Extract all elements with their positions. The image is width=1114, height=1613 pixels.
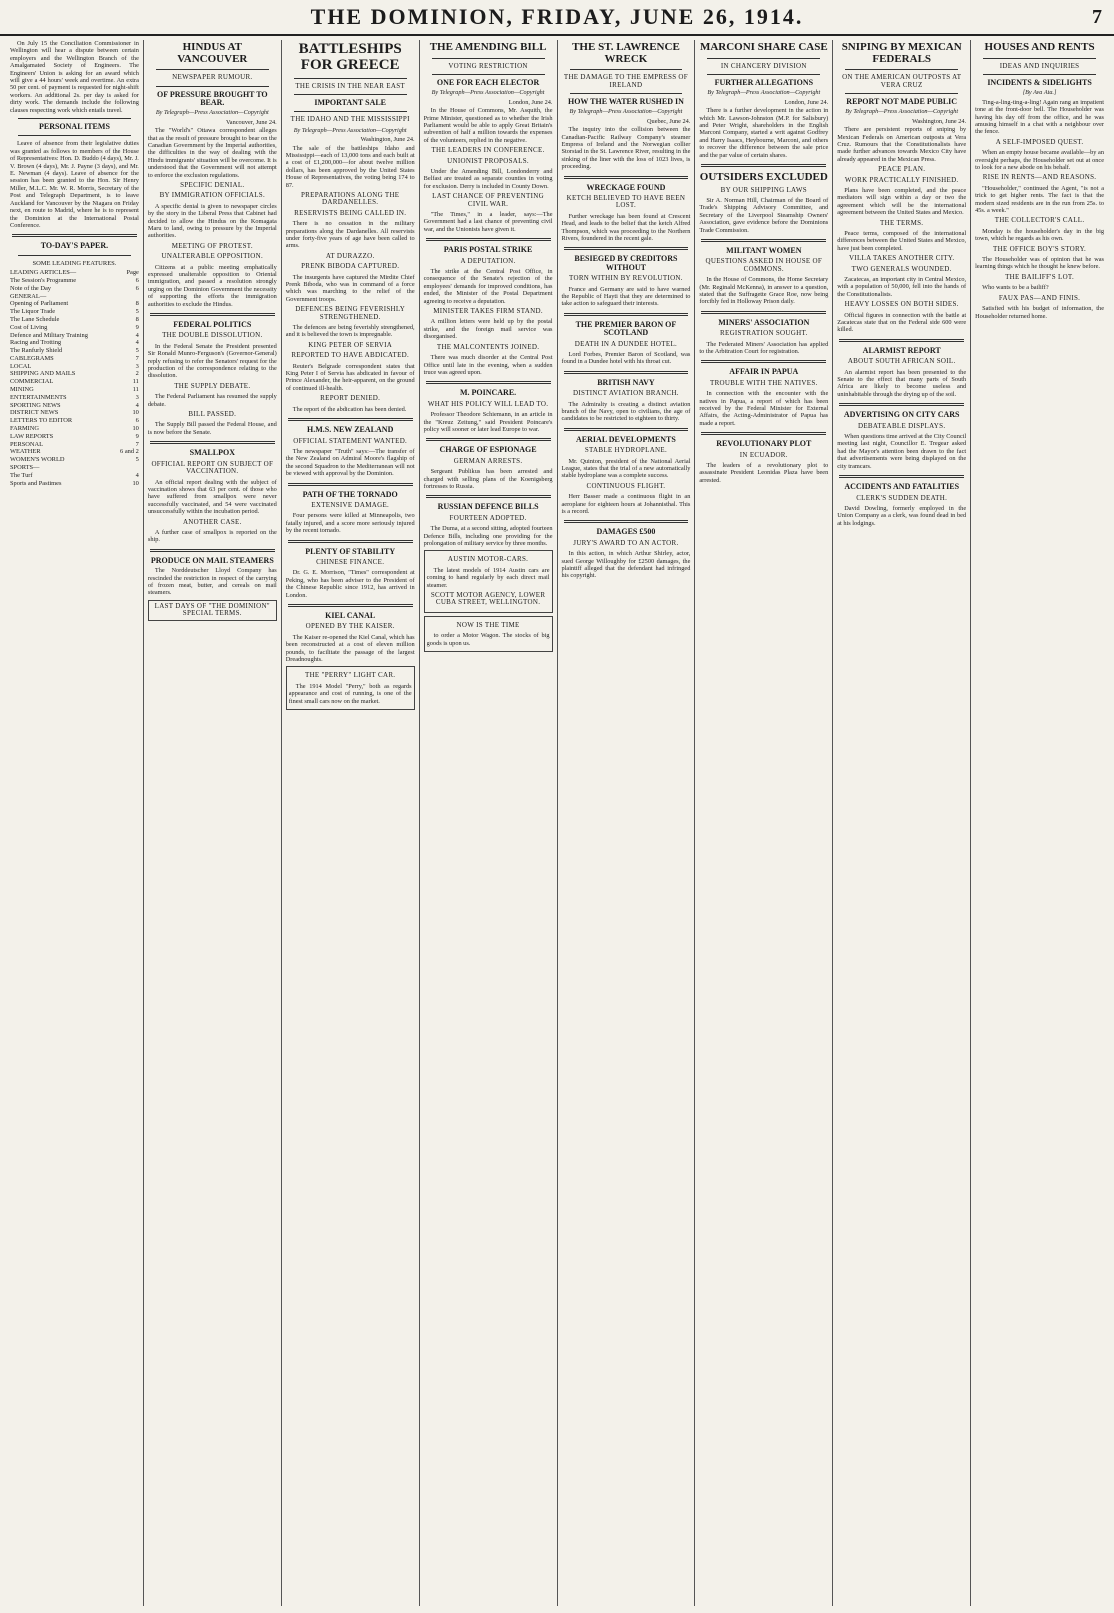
advert-signature: SCOTT MOTOR AGENCY, LOWER CUBA STREET, WELLINGTON. [430, 591, 546, 607]
list-item: SPORTS— [10, 464, 40, 472]
article-text: The report of the abdication has been denied. [292, 405, 407, 413]
headline-federal-politics: FEDERAL POLITICS [173, 320, 252, 330]
subheading: IDEAS AND INQUIRIES [999, 61, 1080, 70]
subheading: THE IDAHO AND THE MISSISSIPPI [290, 115, 410, 124]
double-divider [701, 432, 826, 435]
byline: By Telegraph—Press Association—Copyright [707, 89, 821, 97]
double-divider [150, 313, 275, 316]
article-text: Further wreckage has been found at Crescent Head, and leads to the belief that the ketch Alfred Thompson, which was proceeding to the Northern Rivers, foundered in the recent gale. [561, 212, 691, 242]
article-text: Mr. Quinton, president of the National Aerial League, states that the trial of a new automatically stable hydroplane was a complete success. [561, 457, 691, 480]
article-text: The "World's" Ottawa correspondent alleges that as the result of pressure brought to bear on the Canadian Government by the Imperial authorities, the difficulties in the way of dealing with the Hindu immigrants' situation will be overcome. It is understood that the Government will not attempt to enforce the exclusion regulations. [147, 127, 277, 179]
dateline: London, June 24. [508, 98, 553, 106]
subheading: CLERK'S SUDDEN DEATH. [856, 493, 948, 502]
double-divider [426, 381, 551, 384]
section-heading: A SELF-IMPOSED QUEST. [995, 137, 1084, 146]
headline-hms-new-zealand: H.M.S. NEW ZEALAND [307, 425, 394, 435]
article-text: Satisfied with his budget of information, the Householder returned home. [975, 305, 1104, 320]
article-text: An official report dealing with the subject of vaccination shows that 63 per cent. of those who have suffered from smallpox were never successfully vaccinated, and 54 were vaccinated unsuccessfully within the incubation period. [147, 478, 277, 516]
features-subheading: SOME LEADING FEATURES. [32, 259, 117, 267]
article-text: Citizens at a public meeting emphatically expressed unalterable opposition to Oriental immigration, and passed a resolution strongly urging on the Dominion Government the necessity of supporting the efforts the immigration authorities to exclude the Hindus. [147, 263, 277, 308]
double-divider [150, 549, 275, 552]
subheading: ON THE AMERICAN OUTPOSTS AT VERA CRUZ [842, 73, 962, 89]
column-5 [558, 40, 696, 1606]
subheading: AUSTIN MOTOR-CARS. [447, 555, 529, 564]
subheading: PRENK BIBODA CAPTURED. [301, 262, 400, 271]
article-text: The insurgents have captured the Mirdite Chief Prenk Biboda, who was in command of a force which was marching to the relief of the Government troops. [285, 273, 415, 303]
divider [707, 74, 820, 75]
dateline: Washington, June 24. [912, 117, 967, 125]
subheading: GERMAN ARRESTS. [453, 456, 523, 465]
double-divider [288, 418, 413, 421]
divider [845, 93, 958, 94]
features-list [10, 269, 139, 487]
headline-british-navy: BRITISH NAVY [597, 377, 655, 387]
divider [983, 74, 1096, 75]
double-divider [564, 520, 689, 523]
list-item: Note of the Day 6 [10, 284, 139, 292]
article-text: The Kaiser re-opened the Kiel Canal, which has been reconstructed at a cost of eleven million pounds, to facilitate the passage of the largest Dreadnoughts. [285, 633, 415, 663]
headline-mail-steamers: PRODUCE ON MAIL STEAMERS [150, 555, 274, 565]
section-heading: THE LEADERS IN CONFERENCE. [431, 146, 545, 155]
article-text: The Duma, at a second sitting, adopted fourteen Defence Bills, including one providing for the prolongation of military service by three months. [423, 525, 553, 547]
section-heading: RISE IN RENTS—AND REASONS. [982, 173, 1097, 182]
dateline: Washington, June 24. [360, 136, 415, 144]
subheading: IN ECUADOR. [739, 450, 788, 459]
headline-revolutionary-plot: REVOLUTIONARY PLOT [716, 439, 812, 449]
headline-miners-association: MINERS' ASSOCIATION [718, 317, 810, 327]
subheading: RESERVISTS BEING CALLED IN. [294, 208, 407, 217]
article-text: Under the Amending Bill, Londonderry and Belfast are treated as separate counties in voting for exclusion. Derry is included in County Down. [423, 168, 553, 190]
article-text: Monday is the householder's day in the big town, which he regards as his own. [975, 227, 1104, 243]
section-heading: FAUX PAS—AND FINIS. [998, 293, 1081, 302]
subheading: UNIONIST PROPOSALS. [447, 156, 529, 165]
headline-battleships-greece: BATTLESHIPS FOR GREECE [298, 41, 402, 73]
column-1 [6, 40, 144, 1606]
headline-tornado: PATH OF THE TORNADO [302, 489, 398, 499]
article-text: The inquiry into the collision between the Canadian-Pacific Railway Company's steamer Empress of Ireland and the Norwegian collier Storstad in the St. Lawrence River, resulting in the sinking of the liner with the loss of 1023 lives, is proceeding. [561, 126, 691, 171]
double-divider [839, 403, 964, 406]
subheading: THE SUPPLY DEBATE. [174, 381, 251, 390]
column-6 [695, 40, 833, 1606]
section-heading: THE BAILIFF'S LOT. [1005, 272, 1075, 281]
subheading: PEACE PLAN. [878, 165, 926, 174]
list-item: LEADING ARTICLES— Page [10, 269, 139, 277]
list-item: Opening of Parliament 8 [10, 300, 139, 308]
advert-text: The 1914 Model "Perry," both as regards appearance and cost of running, is one of the finest small cars now on the market. [288, 682, 412, 705]
byline: By Telegraph—Press Association—Copyright [569, 108, 683, 116]
dateline: Vancouver, June 24. [225, 118, 277, 126]
masthead [0, 0, 1114, 36]
divider [432, 58, 545, 59]
list-item: The Session's Programme 6 [10, 276, 139, 284]
double-divider [12, 234, 137, 237]
article-text: The sale of the battleships Idaho and Mississippi—each of 13,000 tons and each built at a cost of £1,200,000—for about twelve million dollars, has been approved by the United States House of Representatives, the voting being 174 to 87. [285, 144, 415, 189]
list-item: Sports and Pastimes 10 [10, 479, 139, 487]
headline-aerial-developments: AERIAL DEVELOPMENTS [576, 434, 676, 444]
byline: By Telegraph—Press Association—Copyright [293, 126, 407, 134]
double-divider [564, 428, 689, 431]
section-heading: KING PETER OF SERVIA [308, 340, 393, 349]
headline-poincare: M. POINCARE. [459, 388, 517, 398]
double-divider [288, 604, 413, 607]
list-item: DISTRICT NEWS 10 [10, 409, 139, 417]
subheading: OFFICIAL REPORT ON SUBJECT OF VACCINATION. [151, 459, 274, 476]
advert-text: The latest models of 1914 Austin cars are coming to hand regularly by each direct mail steamer. [426, 566, 550, 589]
headline-smallpox: SMALLPOX [189, 448, 235, 458]
headline-st-lawrence-wreck: THE ST. LAWRENCE WRECK [572, 41, 680, 65]
subheading: JURY'S AWARD TO AN ACTOR. [573, 538, 679, 547]
article-text: Sir A. Norman Hill, Chairman of the Board of Trade's Shipping Advisory Committee, and Secretary of the Liverpool Steamship Owners' Association, gave evidence before the Dominions Trade Commission. [699, 196, 829, 234]
subheading: TWO GENERALS WOUNDED. [851, 264, 952, 273]
list-item: The Lane Schedule 8 [10, 315, 139, 323]
double-divider [288, 540, 413, 543]
headline-amending-bill: THE AMENDING BILL [429, 41, 547, 53]
article-text: The Householder was of opinion that he was learning things which he thought he knew before. [975, 256, 1104, 271]
section-heading: THE COLLECTOR'S CALL. [994, 216, 1085, 225]
article-text: A million letters were held up by the postal strike, and the foreign mail service was disorganised. [423, 318, 553, 341]
article-text: David Dowling, formerly employed in the Union Company as a clerk, was found dead in bed at his lodgings. [837, 504, 967, 527]
advertisement [424, 550, 553, 612]
article-text: The Federal Parliament has resumed the supply debate. [147, 393, 277, 408]
article-text: Dr. G. E. Morrison, "Times" correspondent at Peking, who has been adviser to the President of the Chinese Republic since 1912, has arrived in London. [285, 569, 415, 599]
article-text: In the Federal Senate the President presented Sir Ronald Munro-Ferguson's (Governor-General) reply refusing to refer the Senators' request for the production of the correspondence relating to the dissolution. [147, 342, 277, 380]
article-text: The Norddeutscher Lloyd Company has rescinded the restriction in respect of the carrying of frozen meat, butter, and cereals on mail steamers. [147, 567, 277, 597]
subheading: CONTINUOUS FLIGHT. [586, 481, 666, 490]
article-text: The Admiralty is creating a distinct aviation branch of the Navy, open to civilians, the age of candidates to be restricted to eighteen to thirty. [561, 400, 691, 423]
article-text: Sergeant Publikus has been arrested and charged with selling plans of the Koenigsberg fortresses to Russia. [423, 468, 553, 490]
article-text: The Federated Miners' Association has applied to the Arbitration Court for registration. [699, 340, 829, 356]
subheadline: INCIDENTS & SIDELIGHTS [987, 77, 1092, 87]
article-text: Zacatecas, an important city in Central Mexico, with a population of 50,000, fell into the hands of the Constitutionalists. [837, 276, 967, 298]
article-text: In this action, in which Arthur Shirley, actor, sued George Willoughby for £2500 damages, the plaintiff alleged that the defendant had infringed his copyright. [561, 550, 691, 580]
subheading: THE DAMAGE TO THE EMPRESS OF IRELAND [563, 73, 688, 89]
list-item: PERSONAL 7 [10, 440, 139, 448]
list-item: The Liquor Trade 5 [10, 308, 139, 316]
article-text: An alarmist report has been presented to the Senate to the effect that many parts of South Africa are likely to become useless and uninhabitable through the drying up of the soil. [837, 368, 967, 398]
list-item: WOMEN'S WORLD 5 [10, 456, 139, 464]
article-text: "The Times," in a leader, says:—The Government had a last chance of preventing civil war, and the Unionists have given it. [423, 211, 553, 233]
dateline: London, June 24. [784, 98, 829, 106]
subheading: UNALTERABLE OPPOSITION. [161, 252, 264, 261]
article-text: Professor Theodore Schiemann, in an article in the "Kreuz Zeitung," said President Poincare's policy will sooner or later lead Europe to war. [423, 411, 553, 433]
article-text: Who wants to be a bailiff? [982, 284, 1049, 292]
headline-outsiders-excluded: OUTSIDERS EXCLUDED [699, 171, 828, 183]
subheading: EXTENSIVE DAMAGE. [311, 500, 390, 509]
headline-accidents: ACCIDENTS AND FATALITIES [844, 482, 960, 492]
article-text: In connection with the encounter with the natives in Papua, a report of which has been received by the Federal Minister for External Affairs, the Acting-Administrator of Papua has made a report. [699, 390, 829, 427]
headline-militant-women: MILITANT WOMEN [726, 245, 802, 255]
headline-wreckage-found: WRECKAGE FOUND [586, 182, 666, 192]
headline-besieged: BESIEGED BY CREDITORS WITHOUT [574, 254, 678, 272]
double-divider [701, 311, 826, 314]
article-text: There is a further development in the action in which Mr. Lawson-Johnston (M.P. for Salisbury) and Peter Wright, shareholders in the English Marconi Company, started a writ against Godfrey and Harry Isaacs, Heybourne, Marconi, and others to recover the difference between the sale price and the par value of certain shares. [699, 107, 829, 159]
subheading: NEWSPAPER RUMOUR. [172, 73, 253, 82]
subheadline: OF PRESSURE BROUGHT TO BEAR. [157, 89, 268, 107]
subheading: WHAT HIS POLICY WILL LEAD TO. [427, 399, 549, 408]
newspaper-columns [6, 40, 1108, 1606]
subheading: DEATH IN A DUNDEE HOTEL. [574, 339, 678, 348]
section-heading: MEETING OF PROTEST. [171, 241, 253, 250]
list-item: FARMING 10 [10, 425, 139, 433]
double-divider [701, 360, 826, 363]
advertisement: LAST DAYS OF "THE DOMINION" SPECIAL TERMS. [148, 600, 277, 621]
article-text: There is no cessation in the military preparations along the Dardanelles. All reservists under forty-five years of age have been called to arms. [285, 220, 415, 250]
section-heading: LAST CHANCE OF PREVENTING CIVIL WAR. [432, 192, 544, 208]
subheadline: HOW THE WATER RUSHED IN [567, 96, 684, 106]
subheading: ANOTHER CASE. [182, 517, 242, 526]
subheading: REPORTED TO HAVE ABDICATED. [291, 351, 410, 360]
section-heading: WORK PRACTICALLY FINISHED. [844, 175, 959, 184]
article-text: The newspaper "Truth" says:—The transfer of the New Zealand on Admiral Moore's flagship of the second Squadron to the Mediterranean will not be viewed with approval by the Dominion. [285, 447, 415, 478]
subheading: HEAVY LOSSES ON BOTH SIDES. [844, 300, 959, 309]
article-text: A specific denial is given to newspaper circles by the story in the Liberal Press that Cabinet had decided to allow the Hindus on the Komagata Maru to land, owing to pressure by the Imperial authorities. [147, 202, 277, 240]
list-item: SPORTING NEWS 4 [10, 401, 139, 409]
subheadline: FURTHER ALLEGATIONS [714, 77, 814, 87]
section-heading: SPECIFIC DENIAL. [180, 180, 245, 189]
subheading: A DEPUTATION. [460, 256, 516, 265]
column-7 [833, 40, 971, 1606]
headline-paris-postal-strike: PARIS POSTAL STRIKE [443, 245, 533, 255]
article-text: Four persons were killed at Minneapolis, two fatally injured, and a score more seriously injured by the recent tornado. [285, 512, 415, 535]
list-item: Cost of Living 9 [10, 323, 139, 331]
article-text: In the House of Commons, the Home Secretary (Mr. Reginald McKenna), in answer to a question, stated that the Suffragette Grace Roe, now being forcibly fed in Holloway Prison daily. [699, 276, 829, 306]
subheading: DISTINCT AVIATION BRANCH. [573, 389, 679, 398]
double-divider [288, 483, 413, 486]
divider [570, 93, 683, 94]
article-text: Plans have been completed, and the peace mediators will sign within a day or two the agreement which will be the international agreement between the United States and Mexico. [837, 186, 967, 217]
column-3 [282, 40, 420, 1606]
subheading: OFFICIAL STATEMENT WANTED. [293, 436, 408, 445]
headline-personal-items: PERSONAL ITEMS [38, 122, 110, 132]
byline: By Telegraph—Press Association—Copyright [845, 108, 959, 116]
headline-houses-rents: HOUSES AND RENTS [984, 41, 1095, 53]
article-text: Reuter's Belgrade correspondent states that King Peter I of Servia has abdicated in favour of Prince Alexander, the heir-apparent, on the ground of continued ill-health. [285, 362, 415, 392]
subheading: CHINESE FINANCE. [316, 557, 385, 566]
subheading: FOURTEEN ADOPTED. [449, 513, 527, 522]
headline-affair-papua: AFFAIR IN PAPUA [729, 367, 799, 377]
section-heading: AT DURAZZO. [325, 251, 375, 260]
list-item: Defence and Military Training 4 [10, 331, 139, 339]
section-heading: THE MALCONTENTS JOINED. [436, 342, 540, 351]
divider [294, 78, 407, 79]
list-item: WEATHER 6 and 2 [10, 448, 139, 456]
article-text: Ting-a-ling-ting-a-ling! Again rang an impatient tone at the front-door bell. The Householder was having his day off from the office, and he was amusing himself in a chat with a neighbour over the fence. [975, 98, 1104, 136]
divider [432, 74, 545, 75]
double-divider [150, 441, 275, 444]
double-divider [564, 176, 689, 179]
subheading: BILL PASSED. [188, 410, 237, 419]
divider [294, 94, 407, 95]
section-heading: THE OFFICE BOY'S STORY. [993, 244, 1087, 253]
subheading: VOTING RESTRICTION [448, 61, 528, 70]
headline-damages: DAMAGES £500 [596, 527, 656, 537]
column-2 [144, 40, 282, 1606]
subheading: ABOUT SOUTH AFRICAN SOIL. [847, 357, 956, 366]
section-heading: DEFENCES BEING FEVERISHLY STRENGTHENED. [295, 305, 406, 321]
headline-stability: PLENTY OF STABILITY [305, 546, 396, 556]
list-item: The Ranfurly Shield 5 [10, 347, 139, 355]
subheading: OPENED BY THE KAISER. [305, 622, 395, 631]
divider [570, 69, 683, 70]
article-text: There are persistent reports of sniping by Mexican Federals on American outposts at Vera Cruz. Rumours that the Constitutionalists have made further advances towards Mexico City have already appeared in the Mexican Press. [837, 126, 967, 163]
advertisement [424, 616, 553, 652]
section-heading: VILLA TAKES ANOTHER CITY. [848, 254, 955, 263]
byline: By Telegraph—Press Association—Copyright [155, 109, 269, 117]
byline: By Telegraph—Press Association—Copyright [431, 89, 545, 97]
list-item: GENERAL— [10, 292, 47, 300]
subheading: IN CHANCERY DIVISION [720, 61, 807, 70]
subheading: QUESTIONS ASKED IN HOUSE OF COMMONS. [705, 257, 823, 273]
subheading: THE "PERRY" LIGHT CAR. [305, 671, 396, 680]
subheading: BY IMMIGRATION OFFICIALS. [159, 191, 266, 200]
list-item: MINING 11 [10, 386, 139, 394]
headline-kiel-canal: KIEL CANAL [325, 610, 376, 620]
dateline: Quebec, June 24. [647, 117, 691, 125]
list-item: LETTERS TO EDITOR 6 [10, 417, 139, 425]
subheadline: ONE FOR EACH ELECTOR [436, 77, 540, 87]
column-8 [971, 40, 1108, 1606]
double-divider [701, 164, 826, 167]
divider [18, 118, 131, 119]
double-divider [701, 239, 826, 242]
article-text: "Householder," continued the Agent, "is not a trick to get higher rents. The fact is that the modern sized residents are in the run from 25s. to 45s. a week." [975, 184, 1104, 215]
subheading: THE DOUBLE DISSOLUTION. [162, 331, 263, 340]
subheading: TROUBLE WITH THE NATIVES. [710, 378, 818, 387]
headline-espionage: CHARGE OF ESPIONAGE [439, 445, 537, 455]
double-divider [839, 475, 964, 478]
article-text: On July 15 the Conciliation Commissioner in Wellington will hear a dispute between certain employers and the Wellington Branch of the Amalgamated Society of Engineers. The Engineers' Union is asking for an award which will give a 44 hours' week and overtime. An extra 50 per cent. of payment is requested for night-shift workers. An additional 2s. per day is asked for dirty work. The demands include the following clauses respecting work which entails travel. [10, 40, 139, 114]
subheading: THE TERMS. [880, 218, 924, 227]
subheading: THE CRISIS IN THE NEAR EAST [295, 81, 406, 90]
subheadline: IMPORTANT SALE [314, 97, 387, 107]
subheading: KETCH BELIEVED TO HAVE BEEN LOST. [566, 193, 686, 210]
section-heading: MINISTER TAKES FIRM STAND. [433, 307, 543, 316]
page-number: 7 [1092, 6, 1102, 28]
article-text: Herr Basser made a continuous flight in an aeroplane for eighteen hours at Johannisthal. This is a record. [561, 493, 691, 516]
divider [707, 58, 820, 59]
divider [156, 86, 269, 87]
advertisement [286, 666, 415, 710]
section-heading: PREPARATIONS ALONG THE DARDANELLES. [300, 190, 400, 207]
subheading: STABLE HYDROPLANE. [584, 446, 668, 455]
subheading: REPORT DENIED. [320, 394, 381, 403]
list-item: LOCAL 3 [10, 362, 139, 370]
double-divider [426, 495, 551, 498]
divider [294, 111, 407, 112]
article-text: A further case of smallpox is reported on the ship. [147, 528, 277, 544]
article-text: Peace terms, composed of the international differences between the United States and Mexico, have just been completed. [837, 229, 967, 252]
divider [18, 135, 131, 136]
divider [845, 69, 958, 70]
list-item: The Turf 4 [10, 471, 139, 479]
subheading: REGISTRATION SOUGHT. [720, 329, 808, 338]
article-text: There was much disorder at the Central Post Office until late in the evening, when a sudden truce was agreed upon. [423, 354, 553, 376]
headline-russian-defence: RUSSIAN DEFENCE BILLS [437, 502, 539, 512]
double-divider [839, 339, 964, 342]
byline: [By Ava Ata.] [1022, 89, 1057, 97]
divider [156, 69, 269, 70]
headline-advertising-city-cars: ADVERTISING ON CITY CARS [843, 410, 960, 420]
article-text: The strike at the Central Post Office, in consequence of the Senate's rejection of the employees' demands for improved conditions, has ended, the Minister of the Postal Department agreeing to receive a deputation. [423, 268, 553, 305]
article-text: The defences are being feverishly strengthened, and it is believed the town is impregnable. [285, 324, 415, 339]
headline-alarmist-report: ALARMIST REPORT [862, 345, 941, 355]
list-item: LAW REPORTS 9 [10, 432, 139, 440]
subheading: BY OUR SHIPPING LAWS [720, 185, 807, 194]
article-text: When questions time arrived at the City Council meeting last night, Councillor E. Tregear asked had the Mayor's attention been drawn to the fact that advertisements were being displayed on the city tramcars. [837, 433, 967, 470]
list-item: ENTERTAINMENTS 3 [10, 393, 139, 401]
subheading: TORN WITHIN BY REVOLUTION. [569, 274, 683, 283]
article-text: France and Germany are said to have warned the Republic of Hayti that they are determined to take action to safeguard their interests. [561, 285, 691, 308]
article-text: The leaders of a revolutionary plot to assassinate President Leonidas Plaza have been arrested. [699, 462, 829, 484]
article-text: In the House of Commons, Mr. Asquith, the Prime Minister, questioned as to whether the Irish Parliament would be able to apply Great Britain's subvention of half a million towards the expenses of the volunteers, replied in the negative. [423, 107, 553, 144]
newspaper-title: THE DOMINION, FRIDAY, JUNE 26, 1914. [310, 4, 804, 29]
subheadline: REPORT NOT MADE PUBLIC [846, 96, 958, 106]
list-item: COMMERCIAL 11 [10, 378, 139, 386]
article-text: Official figures in connection with the battle at Zacatecas state that on the Federal side 600 were killed. [837, 311, 967, 334]
article-text: When an empty house became available—by an oversight perhaps, the Householder set out at once to look for a new abode on his behalf. [975, 149, 1104, 171]
double-divider [426, 438, 551, 441]
double-divider [564, 313, 689, 316]
list-item: Racing and Trotting 4 [10, 339, 139, 347]
list-item: CABLEGRAMS 7 [10, 354, 139, 362]
subheading: NOW IS THE TIME [456, 620, 520, 629]
divider [18, 255, 131, 256]
headline-premier-baron: THE PREMIER BARON OF SCOTLAND [575, 319, 677, 338]
double-divider [564, 247, 689, 250]
double-divider [426, 238, 551, 241]
headline-sniping-mexican: SNIPING BY MEXICAN FEDERALS [841, 41, 962, 65]
advert-text: to order a Motor Wagon. The stocks of big goods is upon us. [426, 632, 550, 647]
headline-todays-paper: TO-DAY'S PAPER. [40, 241, 109, 251]
article-text: Lord Forbes, Premier Baron of Scotland, was found in a Dundee hotel with his throat cut. [561, 350, 691, 366]
list-item: SHIPPING AND MAILS 2 [10, 370, 139, 378]
article-text: The Supply Bill passed the Federal House, and is now before the Senate. [147, 421, 277, 436]
divider [983, 58, 1096, 59]
double-divider [564, 371, 689, 374]
headline-hindus-vancouver: HINDUS AT VANCOUVER [177, 41, 248, 65]
headline-marconi-share-case: MARCONI SHARE CASE [699, 41, 828, 53]
column-4 [420, 40, 558, 1606]
subheading: DEBATEABLE DISPLAYS. [857, 421, 946, 430]
article-text: Leave of absence from their legislative duties was granted as follows to members of the House of Representatives: Hon. D. Buddo (4 days), Mr. J. V. Brown (4 days), Mr. J. Payne (3 days), and Mr. E. Newman (4 days). Leave of absence for the session has been granted to the Hon. Sir Henry Miller, M.L.C. Mr. W. R. Morris, Secretary of the Post and Telegraph Department, is to leave Auckland for Vancouver by the Niagara on Friday next, en route to Madrid, where he is to represent the Dominion at the International Postal Conference. [10, 140, 139, 229]
